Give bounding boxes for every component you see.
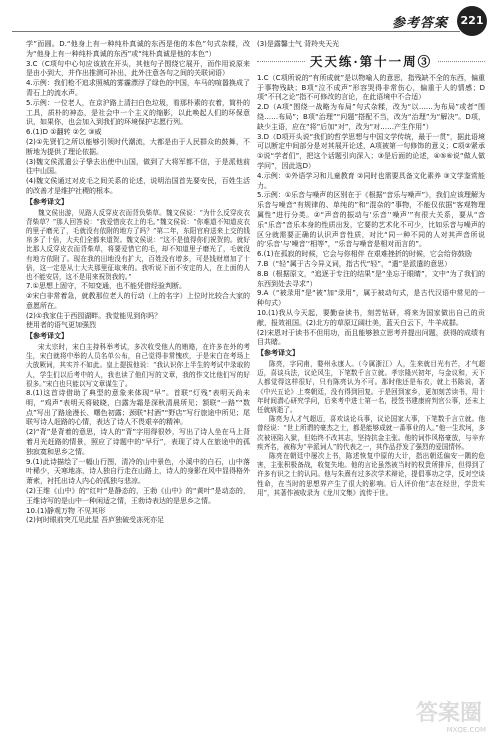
answer-paragraph: 9.A（“被录用”是“被”加“录用”，属于被动句式，是古代汉语中常见的一种句式） [257,289,485,308]
answer-paragraph: 8.(1)这首诗借助了典型的意象来体现“早”。首联“灯残”表明天尚未明，“鸡声”表明天将破晓，白露为霜是深秋清晨所见；颔联“一路”“数点”写出了路途漫长、曙色初露；颈联“村酒”“野店”写行旅途中所见；尾联写诗人赶路的心情，表达了诗人不畏艰辛的精神。 [26,388,250,427]
answer-paragraph: 7.①思想上固守，不知变通，也不能凭借经验判断。 [26,282,186,291]
answer-paragraph: 7.B（“轻”属于古今异义词，指古代“轻”，“遣”是派遣的意思） [257,259,452,268]
answer-paragraph: 学”而圆。D.“他身上有一种纯朴真诚的东西是他的本色”句式杂糅，改为“他身上有一种纯朴真诚的东西”或“纯朴真诚是他的本色”） [26,40,250,58]
answer-paragraph: 6.(1)D ①翻转 ②乞 ③威 [26,128,102,137]
section-heading: 【参考译文】 [26,332,68,341]
answer-paragraph: 5.示例：一位老人，在京沪路上清扫白色垃圾，看那朴素的衣着，简朴的工具，质朴的神态，是社会中一个主义的缩影，以此唤起人们的环保意识，如果你，也会加入到我们的环境保护志愿行列。 [26,98,250,127]
section-banner-title: 天天练·第十一周③ [305,54,437,69]
section-banner [257,53,485,70]
answer-paragraph: 4.示例：我们枪不追求照城的雾霾漂浮了绿色的中国，车马的喧嚣换成了青石上的流水声。 [26,79,250,97]
answer-paragraph: 4.示例：①外语学习和儿童教育 ②同时也需要具备文化素养 ③文学鉴赏能力。 [257,171,485,190]
translation-paragraph: 陈亮为人才气超迈，喜欢谈论兵事，议论国家大事，下笔数千言立就。他曾经说：“世上所谓的豪杰之士，都是能够成就一番事业的人。”他一生坎坷，多次被诬陷入狱，但始终不改其志，坚持抗金主张。他的词作风格豪放，与辛弃疾齐名，被称为“辛派词人”的代表之一，其作品抒发了强烈的爱国情怀。 [257,415,485,451]
translation-paragraph: 魏文侯出游，见路人反穿皮衣而背负柴草。魏文侯说：“为什么反穿皮衣背柴草？”那人回答说：“我爱惜皮衣上的毛。”魏文侯说：“你难道不知道皮衣的里子磨光了，毛就没有依附的地方了吗？”第二年，东阳官府送来上交的钱帛多了十倍，大夫们全都来道贺。魏文侯说：“这不是值得你们祝贺的。就好比那人反穿皮衣而背柴草，将要爱惜它的毛，却不知道里子磨光了，毛就没有地方依附了。现在我的田地没有扩大，百姓没有增多，可是钱财增加了十倍，这一定是从士大夫那里征取来的。我听说下面不安定的人，在上面的人也不能安居，这不是用来祝贺我的。” [26,208,250,281]
translation-paragraph: 陈亮在朝廷中屡次上书，陈述恢复中原的大计，指出朝廷偏安一隅的危害，主张积极备战，收复失地。他的言论虽然被当时的权贵所排斥，但得到了许多有识之士的认同。他与朱熹有过多次学术辩论，提倡事功之学，反对空谈性命，在当时的思想界产生了很大的影响。后人评价他“志在经世，学贵实用”，其著作被收录为《龙川文集》流传于世。 [257,451,485,497]
answer-paragraph: 10.(1)我从今天起，要勤奋读书，刻苦钻研，将来为国家做出自己的贡献，报效祖国。(2)北方的草原辽阔壮美，蓝天白云下，牛羊成群。 [257,308,485,327]
answer-paragraph: 8.B（根据原文，“追逐于专注的结果”是“坐忘于眼睛”，文中“为了我们的东西到处去寻求”） [257,269,485,288]
translation-paragraph: 宋太宗时，宋白主持科举考试，多次收受他人的贿赂，在许多在外的考生，宋白就将中举的人员名单公布，自己觉得非常愧疚，于是宋白在考场上大放厥词，其实并不如此。皇上提拔他说：“我认识你上半生的考试中录取的人，学生们以后考中的人，我也读了他们写的文章，我的作文比他们写的好很多。”宋白也只能以写文章谋生了。 [26,342,250,388]
section-heading: 【参考译文】 [26,197,68,206]
answer-paragraph: (2)王维《山中》的“红叶”是静态的，王勃《山中》的“黄叶”是动态的，王维诗写的是山中一种闲适之情，王勃诗表达的是思乡之情。 [26,486,250,505]
answer-paragraph: 10.(1)静观万物 不见其形 [26,506,106,515]
answer-paragraph: 3.D（D项开头说“我们的哲学思想与中国文学传统，最于一贯”，据此语境可以断定中间部分是对其展开论述，A项被第一句修饰的意义；C项②紧承①说“学者们”，把这个话题引向深入；③是后面的论述，④⑤⑥说“做人做学问”，因此选D） [257,132,485,170]
section-heading: 【参考译文】 [257,349,299,358]
page-header-title: 参考答案 [391,16,448,31]
page-number-badge: 221 [457,6,487,36]
answer-paragraph: ②宋白非常着急，就教那位老人的行动（上的名字）上位时比较合大家的意愿所在。 [26,291,250,310]
answer-paragraph: 9.(1)此诗描绘了一幅山行图，清冷的山中景色，小溪中的白石，山中落叶稀少，天寒地冻，诗人独自行走在山路上，诗人的身影在风中显得格外萧索，衬托出诗人内心的孤独与悲凉。 [26,457,250,486]
left-column [26,40,250,738]
answer-paragraph: (2)“背”是背着的意思，诗人的“背”字用得很妙，写出了诗人坐在马上背着月光赶路的情景，照应了诗题中的“早行”，表现了诗人在旅途中的孤独寂寞和思乡之情。 [26,428,250,456]
answer-paragraph: (2)宋恩对于读书不但用功，而且能够独立思考并提出问题，获得的成绩有目共睹。 [257,328,485,347]
watermark-site: MXQE.COM [446,726,486,734]
right-column-top [257,40,485,50]
answer-paragraph: 5.示例：①乐音与噪声的区别在于《根据“音乐与噪声”》，我们应该理解为乐音与噪音“有规律的、单纯的”和“混杂的”事物，不能仅依据“客观物理属性”进行分类。②“声音的振动与‘乐音’‘噪声’”有很大关系，要从“音乐“乐音”音乐本身的性质出发，它要的艺术化不可少，比如乐音与噪声的区分就需要正确的认识声音性质，对比“同一种不同的人对其声音所说的‘乐音’与‘噪音’‘相等”，“乐音与噪音是相对而言的”。 [257,191,485,249]
watermark-logo-text: 答案圈 [415,700,482,726]
translation-paragraph: 陈亮，字同甫，婺州永康人。（今属浙江）人，生来就目光有芒，才气超迈，喜谈兵法，议论风生，下笔数千言立就。孝宗隆兴初年，与金议和，天下人都觉得这样很好，只有陈亮认为不可。那时他还是布衣，就上书陈说，著《中兴五论》上奏朝廷，没有得到回复。于是回到家乡，更加刻苦读书，用十年时间潜心研究学问，后来考中进士第一名，授签书建康府判官公事，还未上任就病逝了。 [257,359,485,414]
header-rule [12,31,460,32]
right-column-body [257,74,485,498]
answer-paragraph: (2)①我家住于西园湖畔。我觉能见到你吗？ [26,311,162,320]
answer-paragraph: (3)魏文侯派遣公子挚去出使中山国，做到了大将军都不信，于是派他前往中山国。 [26,157,250,176]
right-column [257,40,485,738]
answer-paragraph: 1.C（C项所说的“有所成就”是以物喻人的意思，指残缺不全的东西，偏重于事物残缺；B项“泣不成声”形容哭得非常伤心，偏重于人的情感；D项“不刊之论”指不可修改的言论，在此语境中不合适） [257,73,485,102]
answer-paragraph: 使用者的语气更加强烈 [26,321,96,330]
watermark-logo [366,696,486,736]
answer-paragraph: (2)何时眼前突兀见此屋 吾庐独破受冻死亦足 [26,516,165,525]
answer-paragraph: 6.(1)在孤寂的时候，它会与你相伴 在艰难挫折的时候，它会给你鼓励 [257,250,472,259]
answer-paragraph: (2)①先贤们之所以能够引领时代潮流，大都是由于人民群众的鼓舞，不断地为提供了理论依据。 [26,137,250,156]
page-header [0,0,500,34]
answer-paragraph: (3)是露馨士气 背羚夹天光 [257,40,340,48]
answer-paragraph: (4)魏文侯通过对皮毛之间关系的论述，说明治国首先要安民，百姓生活的改善才是维护社稷的根本。 [26,177,250,195]
answer-paragraph: 3.C（C项句中心句应该放在开头，其他句子围绕它展开，而作用说原来是由小到大，并作出推测可补出，此外注意各句之间的关联词语） [26,59,250,78]
answer-paragraph: 2.D（A项“围绕一战略为布局”句式杂糅，改为“以……为布局”或者“围绕……布局”；B项“治理”“问题”搭配不当，改为“治理”为“解决”。D项，缺少主语，应在“将”后加“对”，改为“对……产生作用”） [257,103,485,131]
